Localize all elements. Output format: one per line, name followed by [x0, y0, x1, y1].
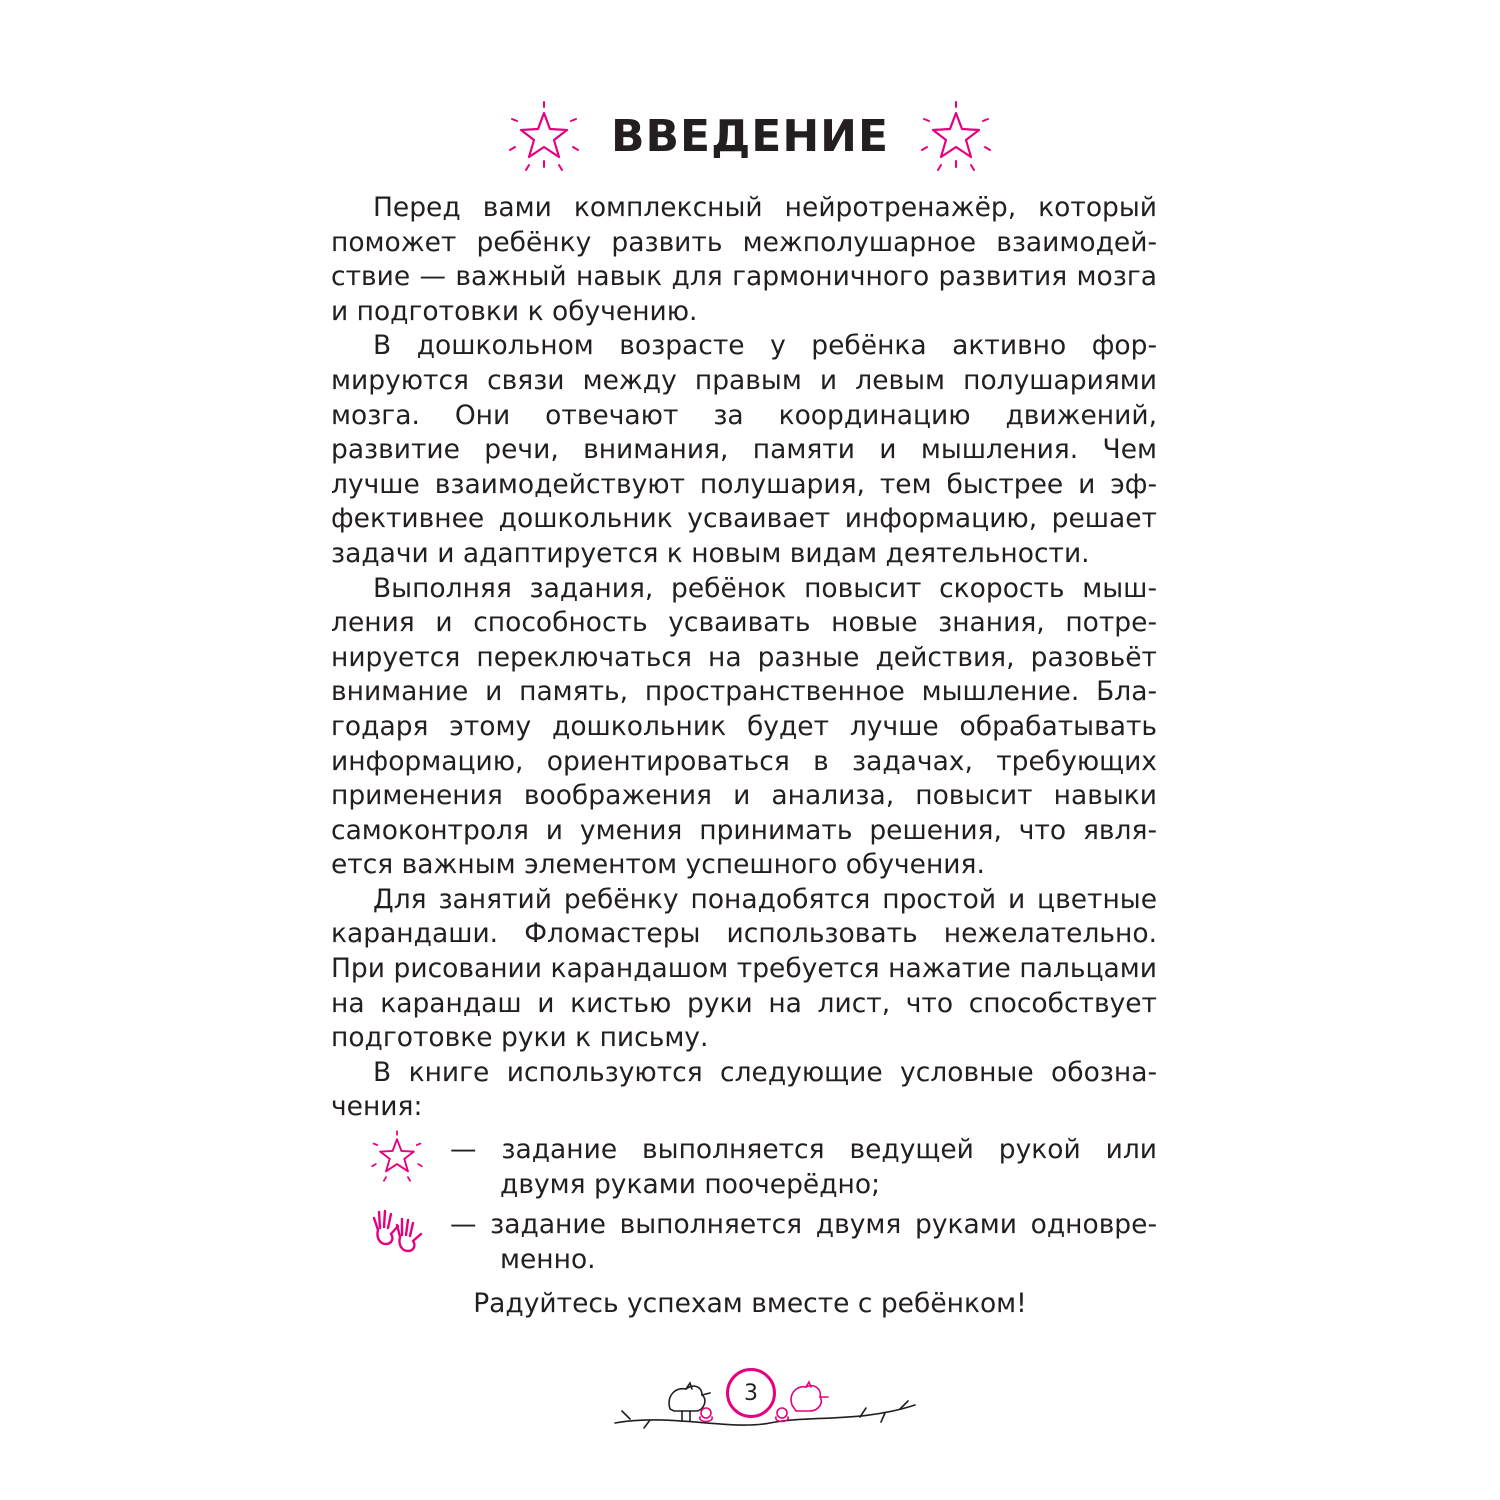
closing-text: Радуйтесь успехам вместе с ребёнком!	[473, 1288, 1027, 1319]
hands-icon	[370, 1204, 432, 1254]
page-number: 3	[726, 1368, 776, 1418]
intro-text	[331, 191, 1157, 1125]
closing-line	[0, 1287, 1500, 1322]
star-icon	[507, 99, 581, 173]
paragraph: Для занятий ребёнку понадобятся простой и цветные карандаши. Фломастеры использовать нежелательно. При рисовании карандашом требуется нажатие пальцами на карандаш и кистью руки на лист, что способствует подготовке руки к письму.	[331, 883, 1157, 1054]
legend-item-star	[370, 1133, 1157, 1202]
legend-text: — задание выполняется ведущей рукой или двумя руками поочерёдно;	[450, 1134, 1157, 1200]
star-icon	[370, 1129, 424, 1183]
paragraph: В книге используются следующие условные обозначения:	[331, 1056, 1157, 1123]
paragraph: Выполняя задания, ребёнок повысит скорость мышления и способность усваивать новые знания, потренируется переключаться на разные действия, разовьёт внимание и память, пространственное мышление. Благодаря этому дошкольник будет лучше обрабатывать информацию, ориентироваться в задачах, требующих применения воображения и анализа, повысит навыки самоконтроля и умения принимать решения, что является важным элементом успешного обучения.	[331, 572, 1157, 881]
page-title: ВВЕДЕНИЕ	[610, 110, 890, 162]
star-icon	[919, 99, 993, 173]
legend-text: — задание выполняется двумя руками одновременно.	[450, 1209, 1157, 1275]
paragraph: В дошкольном возрасте у ребёнка активно формируются связи между правым и левым полушариями мозга. Они отвечают за координацию движений, развитие речи, внимания, памяти и мышления. Чем лучше взаимодействуют полушария, тем быстрее и эффективнее дошкольник усваивает информацию, решает задачи и адаптируется к новым видам деятельности.	[331, 330, 1157, 569]
page-footer	[610, 1365, 920, 1445]
paragraph: Перед вами комплексный нейротренажёр, который поможет ребёнку развить межполушарное взаимодействие — важный навык для гармоничного развития мозга и подготовки к обучению.	[331, 192, 1157, 327]
title-row	[0, 96, 1500, 176]
legend-item-hands	[370, 1208, 1157, 1277]
